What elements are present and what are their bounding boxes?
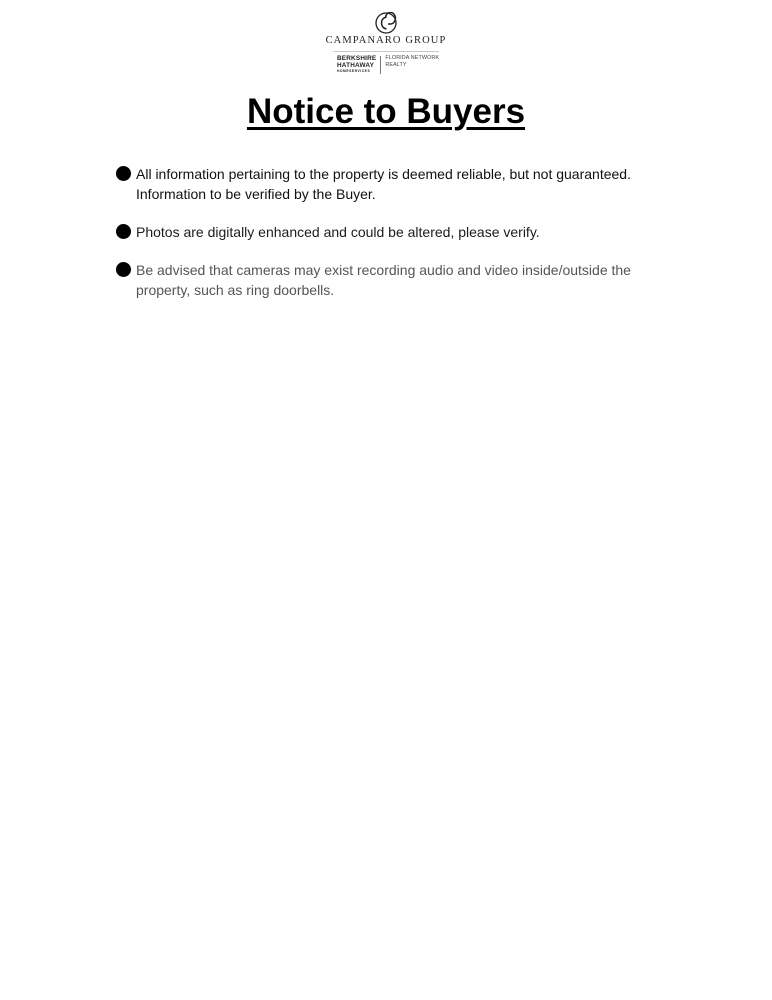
notice-text: Photos are digitally enhanced and could be altered, please verify. xyxy=(136,224,540,240)
affiliate-line-2: REALTY xyxy=(385,62,407,68)
bullet-icon xyxy=(116,262,131,277)
bullet-icon xyxy=(116,166,131,181)
brokerage-logo xyxy=(4,55,772,74)
bullet-icon xyxy=(116,224,131,239)
notice-list xyxy=(116,164,676,300)
brokerage-name xyxy=(337,55,376,74)
notice-item xyxy=(116,222,676,242)
affiliate-line-1: FLORIDA NETWORK xyxy=(385,55,440,61)
notice-text: Be advised that cameras may exist recording audio and video inside/outside the property, such as ring doorbells. xyxy=(136,262,631,298)
notice-item xyxy=(116,164,676,204)
campanaro-group-monogram-icon xyxy=(375,12,397,34)
page-title: Notice to Buyers xyxy=(246,92,526,131)
logo-divider xyxy=(333,51,439,52)
brokerage-line-1: BERKSHIRE xyxy=(336,55,377,62)
brokerage-separator xyxy=(380,56,381,74)
notice-item xyxy=(116,260,676,300)
brokerage-line-2: HATHAWAY xyxy=(336,62,375,69)
affiliate-name xyxy=(385,55,439,69)
company-name: CAMPANARO GROUP xyxy=(325,35,447,46)
notice-text: All information pertaining to the property is deemed reliable, but not guaranteed. Information to be verified by the Buyer. xyxy=(136,166,631,202)
brokerage-line-3: HOMESERVICES xyxy=(336,69,371,73)
brand-logo xyxy=(0,12,772,74)
